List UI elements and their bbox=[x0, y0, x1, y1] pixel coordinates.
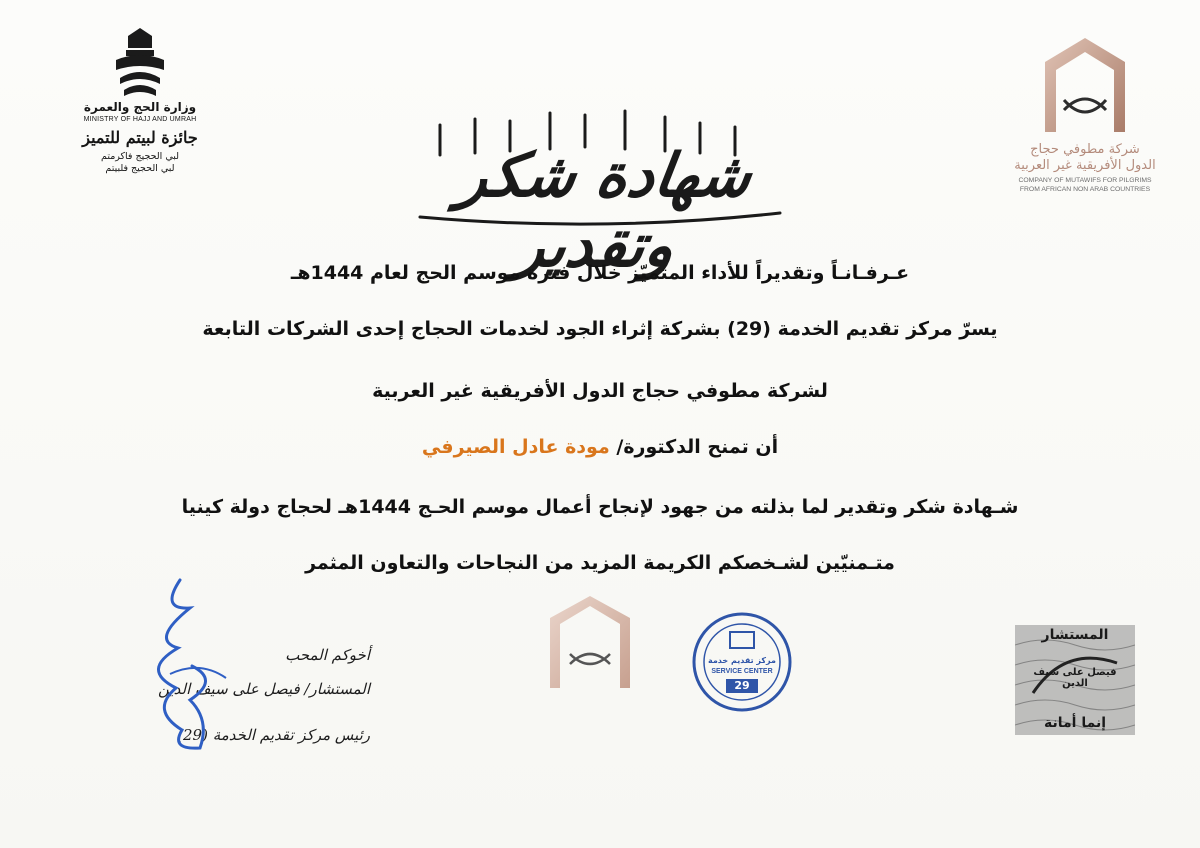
ministry-name-en: MINISTRY OF HAJJ AND UMRAH bbox=[83, 116, 197, 123]
house-emblem-icon bbox=[990, 30, 1180, 140]
body-line-1: عـرفـانـاً وتقديراً للأداء المتميّز خلال فترة موسم الحج لعام 1444هـ bbox=[290, 262, 910, 284]
signer-name: المستشار/ فيصل على سيف الدين bbox=[158, 680, 370, 698]
watermark-house-icon bbox=[530, 592, 650, 692]
handwritten-signature bbox=[130, 570, 270, 760]
stamp-text-ar: مركز تقديم خدمة bbox=[708, 656, 776, 665]
advisor-seal bbox=[1015, 615, 1135, 745]
closing-text: أخوكم المحب bbox=[285, 646, 370, 664]
service-center-stamp bbox=[690, 610, 794, 714]
recipient-name: مودة عادل الصيرفي bbox=[421, 436, 610, 458]
signer-position: رئيس مركز تقديم الخدمة (29) bbox=[177, 726, 370, 744]
body-line-2: يسرّ مركز تقديم الخدمة (29) بشركة إثراء الجود لخدمات الحجاج إحدى الشركات التابعة bbox=[202, 318, 998, 340]
certificate-title-text: شهادة شكر وتقدير bbox=[454, 141, 756, 281]
company-name-ar-2: الدول الأفريقية غير العربية bbox=[1014, 158, 1156, 173]
body-line-6: متـمنيّين لشـخصكم الكريمة المزيد من النجاحات والتعاون المثمر bbox=[305, 552, 895, 574]
kaaba-emblem-icon bbox=[60, 20, 220, 110]
stamp-text-en: SERVICE CENTER bbox=[711, 668, 773, 675]
body-line-3: لشركة مطوفي حجاج الدول الأفريقية غير العربية bbox=[372, 380, 828, 402]
ministry-logo bbox=[60, 20, 220, 190]
grant-prefix: أن تمنح الدكتورة/ bbox=[616, 436, 779, 458]
seal-top-text: المستشار bbox=[1041, 627, 1109, 643]
seal-middle-text: فيصل على سيف الدين bbox=[1033, 667, 1117, 689]
award-line-1: لبي الحجيج فاكرمتم bbox=[101, 151, 179, 162]
stamp-number: 29 bbox=[726, 679, 758, 693]
company-name-en-1: COMPANY OF MUTAWIFS FOR PILGRIMS bbox=[1018, 177, 1152, 184]
body-line-4 bbox=[0, 436, 1200, 458]
seal-bottom-text: إنما أمانة bbox=[1043, 715, 1107, 731]
body-line-5: شـهادة شكر وتقدير لما بذلته من جهود لإنجاح أعمال موسم الحـج 1444هـ لحجاج دولة كينيا bbox=[181, 496, 1019, 518]
company-logo bbox=[990, 30, 1180, 200]
signature-block bbox=[110, 640, 370, 760]
ministry-name-ar: وزارة الحج والعمرة bbox=[83, 100, 197, 114]
company-name-ar-1: شركة مطوفي حجاج bbox=[1030, 142, 1140, 157]
award-line-2: لبي الحجيج فلبيتم bbox=[105, 163, 175, 174]
award-title: جائزة لبيتم للتميز bbox=[82, 128, 198, 147]
company-name-en-2: FROM AFRICAN NON ARAB COUNTRIES bbox=[1019, 186, 1151, 193]
